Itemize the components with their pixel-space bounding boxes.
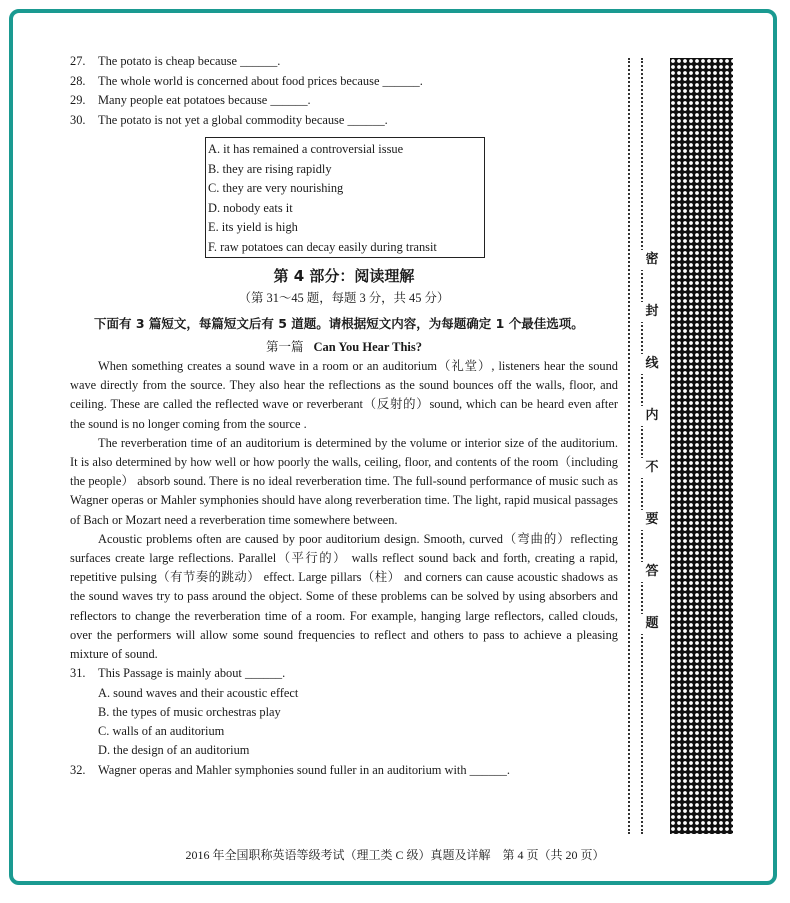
questions-top xyxy=(70,52,618,130)
question-32 xyxy=(70,761,618,781)
page-footer: 2016 年全国职称英语等级考试（理工类 C 级）真题及详解 第 4 页（共 20 页） xyxy=(185,848,605,862)
content-column xyxy=(70,52,618,780)
question-number: 31. xyxy=(70,666,86,681)
section-instruction: 下面有 3 篇短文，每篇短文后有 5 道题。请根据短文内容，为每题确定 1 个最佳选项。 xyxy=(94,316,584,331)
question-number: 32. xyxy=(70,762,86,777)
seal-label xyxy=(636,250,668,666)
passage-label: 第一篇 xyxy=(266,339,304,354)
question-text: The potato is not yet a global commodity because ______. xyxy=(98,112,388,127)
question-text: The potato is cheap because ______. xyxy=(98,54,281,68)
seal-char: 密 xyxy=(636,250,668,270)
section-title: 第 4 部分：阅读理解 xyxy=(273,267,415,285)
option-b: B. they are rising rapidly xyxy=(208,161,332,176)
question-29 xyxy=(70,91,618,111)
choice-c: C. walls of an auditorium xyxy=(98,724,225,739)
question-text: Wagner operas and Mahler symphonies sound fuller in an auditorium with ______. xyxy=(98,762,510,777)
choice-b: B. the types of music orchestras play xyxy=(98,704,281,719)
option-e: E. its yield is high xyxy=(208,220,298,234)
seal-line-left xyxy=(628,58,630,834)
options-box xyxy=(205,137,485,258)
passage-title xyxy=(70,337,618,357)
seal-char: 不 xyxy=(636,458,668,478)
binding-pattern xyxy=(670,58,733,834)
question-31 xyxy=(70,664,618,684)
seal-char: 要 xyxy=(636,510,668,530)
question-27 xyxy=(70,52,618,72)
option-c: C. they are very nourishing xyxy=(208,181,344,195)
seal-char: 答 xyxy=(636,562,668,582)
seal-char: 封 xyxy=(636,302,668,322)
option-a: A. it has remained a controversial issue xyxy=(208,142,404,156)
question-text: This Passage is mainly about ______. xyxy=(98,666,286,681)
choice-d: D. the design of an auditorium xyxy=(98,743,250,758)
passage-paragraph-3: Acoustic problems often are caused by poor auditorium design. Smooth, curved（弯曲的）reflecting surfaces create large reflections. Parallel（平行的） walls reflect sound back and forth, creating a rapid, repetitive pulsing（有节奏的跳动） effect. Large pillars（柱） and corners can cause acoustic shadows as the sound waves try to pass around the object. Some of these problems can be solved by using absorbers and reflectors to change the reverberation time of a room. For example, hanging large reflectors, called clouds, over the performers will allow some sound frequencies to reflect and others to pass to achieve a pleasing mixture of sound. xyxy=(70,531,618,662)
section-subtitle: （第 31～45 题，每题 3 分，共 45 分） xyxy=(238,291,450,305)
question-28 xyxy=(70,72,618,92)
passage-heading: Can You Hear This? xyxy=(313,340,422,354)
seal-char: 题 xyxy=(636,614,668,634)
seal-char: 内 xyxy=(636,406,668,426)
question-number: 28. xyxy=(70,73,86,88)
option-f: F. raw potatoes can decay easily during transit xyxy=(208,239,437,254)
seal-char: 线 xyxy=(636,354,668,374)
passage-paragraph-2: The reverberation time of an auditorium is determined by the volume or interior size of the auditorium. It is also determined by how well or how poorly the walls, ceiling, floor, and contents of the room（including the people） absorb sound. There is no ideal reverberation time. The full-sound performance of music such as Wagner operas or Mahler symphonies should have along reverberation time. The light, rapid musical passages of Bach or Mozart need a reverberation time somewhere between. xyxy=(70,435,618,527)
choice-a: A. sound waves and their acoustic effect xyxy=(98,685,299,700)
passage-paragraph-1: When something creates a sound wave in a room or an auditorium（礼堂）, listeners hear the sound wave directly from the source. They also hear the reflections as the sound bounces off the walls, floor, and ceiling. These are called the reflected wave or reverberant（反射的）sound, which can be heard even after the sound is no longer coming from the source . xyxy=(70,359,618,431)
question-number: 27. xyxy=(70,54,86,68)
option-d: D. nobody eats it xyxy=(208,200,293,215)
question-number: 30. xyxy=(70,112,86,127)
question-number: 29. xyxy=(70,93,86,107)
question-30 xyxy=(70,111,618,131)
question-text: The whole world is concerned about food prices because ______. xyxy=(98,73,423,88)
question-31-choices xyxy=(70,684,618,761)
question-text: Many people eat potatoes because ______. xyxy=(98,93,311,107)
